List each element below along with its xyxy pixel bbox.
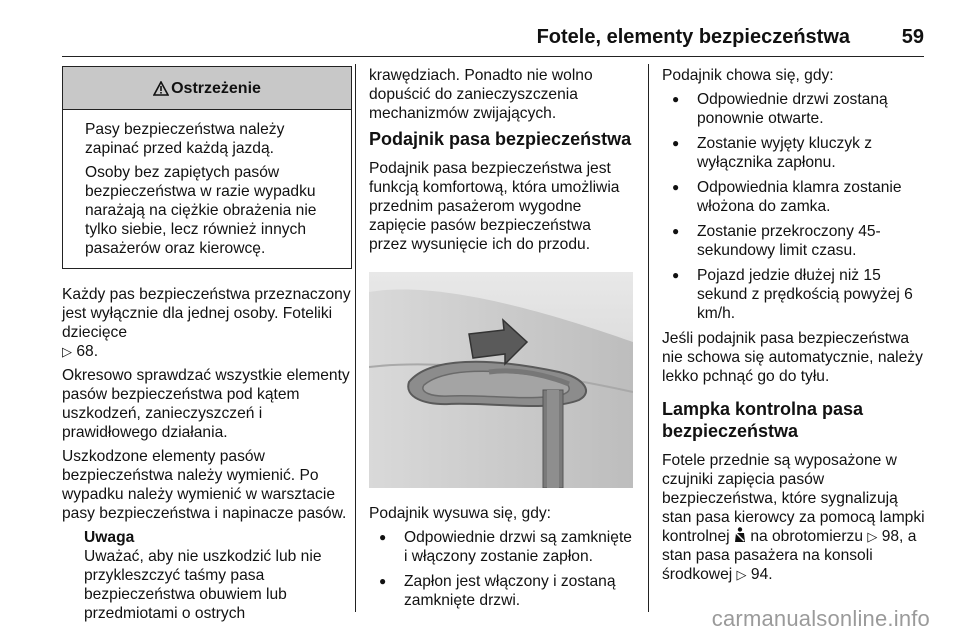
column-1 (62, 60, 352, 623)
note-text: Uważać, aby nie uszkodzić lub nie przykleszczyć taśmy pasa bezpieczeństwa obuwiem lub przedmiotami o ostrych (84, 548, 322, 622)
paragraph-text: a stan pasa pasażera na konsoli środkowej (662, 528, 917, 583)
list-item: ● Odpowiednie drzwi są zamknięte i włączony zostanie zapłon. (369, 528, 633, 566)
section-heading: Lampka kontrolna pasa bezpieczeństwa (662, 399, 864, 441)
page-header (62, 26, 924, 57)
belt-presenter-illustration (369, 272, 633, 488)
warning-heading: Ostrzeżenie (171, 79, 261, 97)
page-ref-arrow-icon: ▷ (62, 344, 72, 359)
paragraph: Uszkodzone elementy pasów bezpieczeństwa należy wymienić. Po wypadku należy wymienić w warsztacie pasy bezpieczeństwa i napinacze pasów. (62, 448, 347, 522)
column-3 (662, 66, 928, 589)
column-divider (648, 64, 649, 612)
paragraph (662, 451, 928, 584)
page-reference[interactable]: 94. (750, 566, 773, 583)
bullet-list (662, 90, 928, 323)
paragraph-text: na obrotomierzu (750, 528, 863, 545)
seatbelt-warning-icon (734, 527, 746, 543)
page-reference[interactable]: 68. (76, 343, 99, 360)
paragraph: Podajnik chowa się, gdy: (662, 67, 834, 84)
page-title: Fotele, elementy bezpieczeństwa (536, 26, 850, 48)
note-heading: Uwaga (84, 529, 135, 546)
warning-body (63, 110, 351, 268)
warning-header (63, 67, 351, 110)
warning-text: Pasy bezpieczeństwa należy zapinać przed każdą jazdą. (85, 121, 285, 157)
paragraph: Podajnik pasa bezpieczeństwa jest funkcją komfortową, która umożliwia przednim pasażerom wygodne zapięcie pasów bezpieczeństwa przez wysunięcie ich do przodu. (369, 160, 620, 253)
section-heading: Podajnik pasa bezpieczeństwa (369, 129, 632, 149)
bullet-list (369, 528, 633, 610)
paragraph-text: Fotele przednie są wyposażone w czujniki zapięcia pasów bezpieczeństwa, które sygnalizują stan pasa kierowcy za pomocą lampki kontrolnej (662, 452, 925, 545)
page-number: 59 (901, 26, 924, 48)
page-reference[interactable]: 98, (881, 528, 904, 545)
paragraph: krawędziach. Ponadto nie wolno dopuścić do zanieczyszczenia mechanizmów zwijających. (369, 67, 593, 122)
list-item: ● Odpowiednie drzwi zostaną ponownie otwarte. (662, 90, 928, 128)
column-divider (355, 64, 356, 612)
paragraph (62, 285, 352, 361)
page-ref-arrow-icon: ▷ (736, 567, 747, 582)
paragraph: Jeśli podajnik pasa bezpieczeństwa nie schowa się automatycznie, należy lekko pchnąć go do tyłu. (662, 330, 923, 385)
warning-icon (153, 81, 169, 96)
paragraph-text: Każdy pas bezpieczeństwa przeznaczony jest wyłącznie dla jednej osoby. Foteliki dziecięce (62, 286, 351, 341)
list-item: ● Zostanie wyjęty kluczyk z wyłącznika zapłonu. (662, 134, 928, 172)
list-item: ● Pojazd jedzie dłużej niż 15 sekund z prędkością powyżej 6 km/h. (662, 266, 928, 323)
paragraph: Okresowo sprawdzać wszystkie elementy pasów bezpieczeństwa pod kątem uszkodzeń, zanieczyszczeń i prawidłowego działania. (62, 367, 350, 441)
paragraph: Podajnik wysuwa się, gdy: (369, 505, 552, 522)
belt-presenter-drawing (369, 272, 633, 488)
warning-text: Osoby bez zapiętych pasów bezpieczeństwa w razie wypadku narażają na ciężkie obrażenia nie tylko siebie, lecz również innych pasażerów oraz kierowcę. (85, 164, 317, 257)
list-item: ● Zostanie przekroczony 45-sekundowy limit czasu. (662, 222, 928, 260)
note-box (62, 528, 352, 623)
list-item: ● Odpowiednia klamra zostanie włożona do zamka. (662, 178, 928, 216)
warning-box (62, 66, 352, 269)
column-2 (369, 66, 633, 616)
page-ref-arrow-icon: ▷ (867, 529, 878, 544)
watermark: carmanualsonline.info (711, 606, 930, 631)
list-item: ● Zapłon jest włączony i zostaną zamknięte drzwi. (369, 572, 633, 610)
